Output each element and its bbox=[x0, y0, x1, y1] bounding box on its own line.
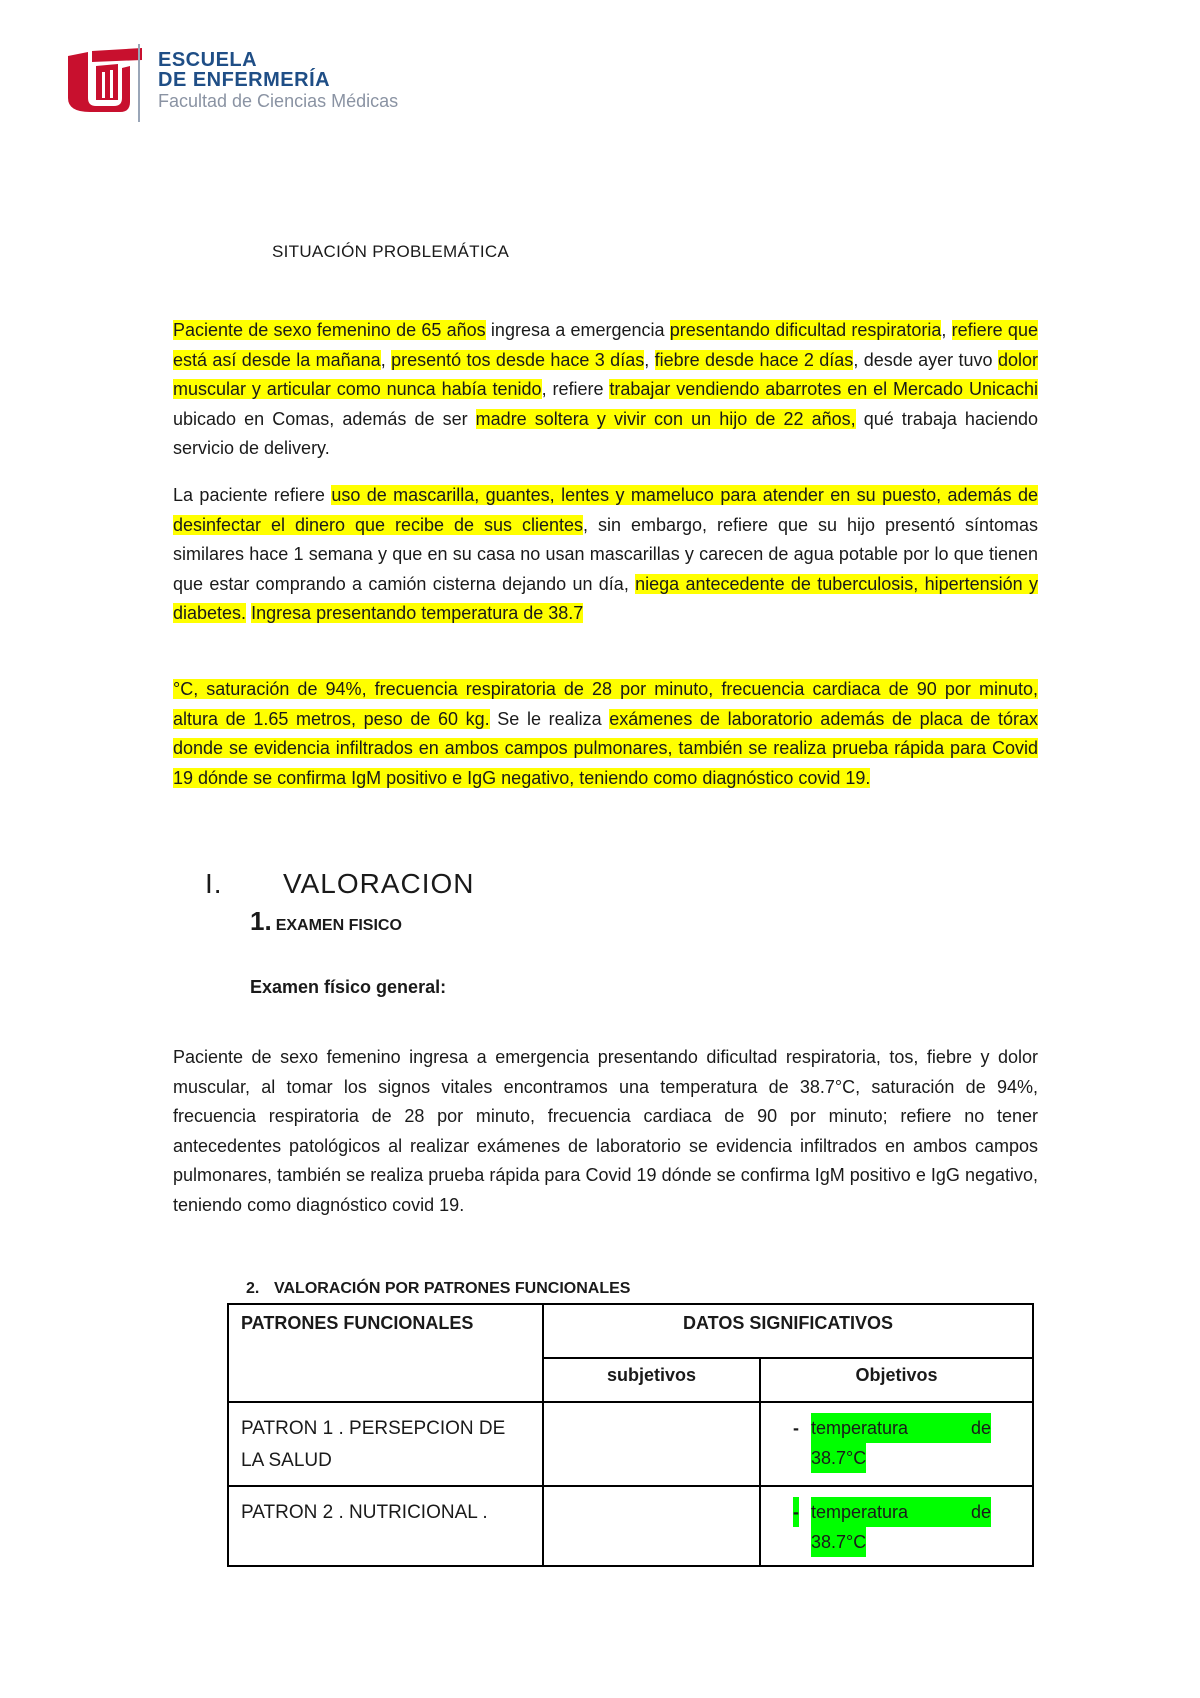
examen-fisico-general-title: Examen físico general: bbox=[250, 977, 447, 997]
bullet-dash: - bbox=[793, 1497, 799, 1527]
situacion-paragraph-2: La paciente refiere uso de mascarilla, guantes, lentes y mameluco para atender en su puesto, además de desinfectar el dinero que recibe de sus clientes, sin embargo, refiere que su hijo presentó síntomas similares hace 1 semana y que en su casa no usan mascarillas y carecen de agua potable por lo que tienen que estar comprando a camión cisterna dejando un día, niega antecedente de tuberculosis, hipertensión y diabetes. Ingresa presentando temperatura de 38.7 bbox=[173, 485, 1038, 623]
subjetivo-cell bbox=[543, 1402, 760, 1486]
examen-fisico-heading: 1. EXAMEN FISICO bbox=[250, 906, 402, 936]
brand-line-2: DE ENFERMERÍA bbox=[158, 69, 331, 91]
objetivo-cell bbox=[760, 1402, 1033, 1486]
brand-line-3: Facultad de Ciencias Médicas bbox=[158, 91, 399, 111]
brand-block bbox=[158, 50, 398, 112]
upn-logo-icon bbox=[66, 48, 144, 114]
patrones-heading: 2. VALORACIÓN POR PATRONES FUNCIONALES bbox=[246, 1280, 631, 1297]
bullet-dash: - bbox=[793, 1418, 799, 1438]
patron-cell: PATRON 2 . NUTRICIONAL . bbox=[228, 1486, 543, 1566]
header-objetivos: Objetivos bbox=[760, 1358, 1033, 1402]
objetivo-line-1: temperatura de bbox=[811, 1497, 991, 1527]
examen-fisico-general-text: Paciente de sexo femenino ingresa a emergencia presentando dificultad respiratoria, tos, fiebre y dolor muscular, al tomar los signos vitales encontramos una temperatura de 38.7°C, saturación de 94%, frecuencia respiratoria de 28 por minuto, frecuencia cardiaca de 90 por minuto; refiere no tener antecedentes patológicos al realizar exámenes de laboratorio se evidencia infiltrados en ambos campos pulmonares, también se realiza prueba rápida para Covid 19 dónde se confirma IgM positivo e IgG negativo, teniendo como diagnóstico covid 19. bbox=[173, 1047, 1038, 1215]
objetivo-line-1: temperatura de bbox=[811, 1413, 991, 1443]
situacion-paragraph-1: Paciente de sexo femenino de 65 años ingresa a emergencia presentando dificultad respiratoria, refiere que está así desde la mañana, presentó tos desde hace 3 días, fiebre desde hace 2 días, desde ayer tuvo dolor muscular y articular como nunca había tenido, refiere trabajar vendiendo abarrotes en el Mercado Unicachi ubicado en Comas, además de ser madre soltera y vivir con un hijo de 22 años, qué trabaja haciendo servicio de delivery. bbox=[173, 320, 1038, 458]
header-subjetivos: subjetivos bbox=[543, 1358, 760, 1402]
situacion-title: SITUACIÓN PROBLEMÁTICA bbox=[272, 242, 510, 261]
objetivo-line-2: 38.7°C bbox=[811, 1443, 866, 1473]
objetivo-cell bbox=[760, 1486, 1033, 1566]
header-datos: DATOS SIGNIFICATIVOS bbox=[543, 1304, 1033, 1358]
subjetivo-cell bbox=[543, 1486, 760, 1566]
brand-line-1: ESCUELA bbox=[158, 49, 258, 71]
valoracion-heading: I. VALORACION bbox=[205, 868, 475, 899]
situacion-paragraph-3: °C, saturación de 94%, frecuencia respiratoria de 28 por minuto, frecuencia cardiaca de 90 por minuto, altura de 1.65 metros, peso de 60 kg. Se le realiza exámenes de laboratorio además de placa de tórax donde se evidencia infiltrados en ambos campos pulmonares, también se realiza prueba rápida para Covid 19 dónde se confirma IgM positivo e IgG negativo, teniendo como diagnóstico covid 19. bbox=[173, 679, 1038, 788]
patron-cell: PATRON 1 . PERSEPCION DE LA SALUD bbox=[228, 1402, 543, 1486]
header-patrones: PATRONES FUNCIONALES bbox=[228, 1304, 543, 1402]
header-divider bbox=[138, 44, 140, 122]
table-row bbox=[228, 1402, 1033, 1486]
patrones-table bbox=[227, 1303, 1034, 1567]
objetivo-line-2: 38.7°C bbox=[811, 1527, 866, 1557]
table-row bbox=[228, 1486, 1033, 1566]
